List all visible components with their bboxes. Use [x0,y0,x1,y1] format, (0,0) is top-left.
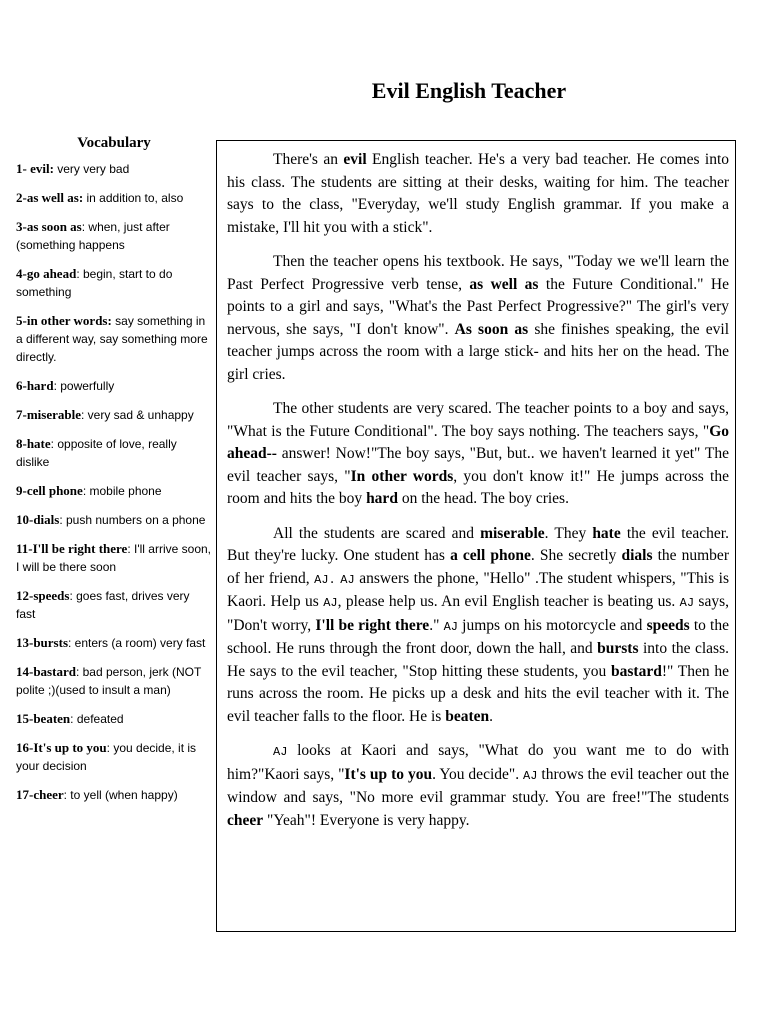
vocabulary-item [16,406,212,424]
vocabulary-term: 5-in other words: [16,313,112,328]
vocabulary-highlight: speeds [646,616,690,634]
vocabulary-term: 1- evil: [16,161,54,176]
vocabulary-highlight: It's up to you [344,765,433,783]
vocabulary-highlight: beaten [445,707,490,725]
vocabulary-highlight: hard [366,490,398,507]
vocabulary-highlight: cheer [227,811,264,829]
vocabulary-term: 10-dials [16,512,60,527]
vocabulary-highlight: bastard [611,662,662,680]
vocabulary-definition: : you decide, it is your decision [16,741,197,773]
vocabulary-highlight: In other words [350,467,454,485]
vocabulary-definition: : bad person, jerk (NOT polite ;)(used to insult a man) [16,665,202,697]
vocabulary-term: 3-as soon as [16,219,82,234]
character-name: AJ [340,572,355,587]
vocabulary-term: 12-speeds [16,588,70,603]
vocabulary-highlight: bursts [597,640,639,657]
vocabulary-definition: : defeated [70,712,124,726]
vocabulary-term: 8-hate [16,436,51,451]
character-name: AJ [523,768,538,783]
vocabulary-term: 6-hard [16,378,54,393]
vocabulary-item [16,377,212,395]
vocabulary-term: 4-go ahead [16,266,77,281]
vocabulary-item [16,739,212,775]
story-paragraph-2: Then the teacher opens his textbook. He says, "Today we we'll learn the Past Perfect Progressive verb tense, as well as the Future Conditional." He points to a girl and says, "What's the Past Perfect Progressive?" The girl's very nervous, she says, "I don't know". As soon as she finishes speaking, the evil teacher jumps across the room with a large stick- and hits her on the head. The girl cries. [227,253,730,383]
vocabulary-term: 7-miserable [16,407,81,422]
vocabulary-list [16,160,212,804]
vocabulary-item [16,710,212,728]
vocabulary-item [16,265,212,301]
page-title: Evil English Teacher [371,78,567,103]
vocabulary-term: 17-cheer [16,787,64,802]
story-paragraph-3: The other students are very scared. The teacher points to a boy and says, "What is the Future Conditional". The boy says nothing. The teachers says, "Go ahead-- answer! Now!"The boy says, "But, but.. we haven't learned it yet" The evil teacher says, "In other words, you don't know it!" He jumps across the room and hits the boy hard on the head. The boy cries. [227,400,729,507]
vocabulary-highlight: dials [621,547,653,564]
vocabulary-definition: : opposite of love, really dislike [16,437,177,469]
vocabulary-definition: say something in a different way, say something more directly. [16,314,208,364]
vocabulary-highlight: Go ahead-- [227,422,729,462]
vocabulary-item [16,540,212,576]
vocabulary-highlight: miserable [480,524,545,542]
vocabulary-definition: : goes fast, drives very fast [16,589,190,621]
vocabulary-item [16,312,212,366]
vocabulary-highlight: As soon as [454,320,529,338]
character-name: AJ [443,619,458,634]
vocabulary-term: 16-It's up to you [16,740,107,755]
story-box [216,140,736,932]
vocabulary-item [16,587,212,623]
character-name: AJ [679,596,695,610]
character-name: AJ [323,596,338,610]
vocabulary-highlight: hate [592,524,621,542]
vocabulary-heading: Vocabulary [77,135,151,151]
vocabulary-item [16,663,212,699]
story-paragraph-4: All the students are scared and miserable. They hate the evil teacher. But they're lucky. One student has a cell phone. She secretly dials the number of her friend, AJ. AJ answers the phone, "Hello" .The student whispers, "This is Kaori. Help us AJ, please help us. An evil English teacher is beating us. AJ says, "Don't worry, I'll be right there." AJ jumps on his motorcycle and speeds to the school. He runs through the front door, down the hall, and bursts into the class. He says to the evil teacher, "Stop hitting these students, you bastard!" Then he runs across the room. He picks up a desk and hits the evil teacher with it. The evil teacher falls to the floor. He is beaten. [227,524,729,725]
vocabulary-definition: : to yell (when happy) [63,788,178,802]
vocabulary-highlight: I'll be right there [315,616,430,634]
character-name: AJ [273,745,288,759]
vocabulary-definition: in addition to, also [83,191,184,205]
vocabulary-item [16,189,212,207]
vocabulary-definition: : begin, start to do something [16,267,173,299]
vocabulary-item [16,218,212,254]
vocabulary-item [16,634,212,652]
story-paragraph-1: There's an evil English teacher. He's a very bad teacher. He comes into his class. The students are sitting at their desks, waiting for him. The teacher says to the class, "Everyday, we'll study English grammar. If you make a mistake, I'll hit you with a stick". [227,151,730,236]
vocabulary-item [16,482,212,500]
vocabulary-definition: : very sad & unhappy [80,408,194,422]
vocabulary-definition: very very bad [53,162,130,176]
vocabulary-item [16,435,212,471]
vocabulary-definition: : powerfully [53,379,115,393]
vocabulary-term: 11-I'll be right there [16,541,128,556]
vocabulary-item [16,511,212,529]
vocabulary-definition: : push numbers on a phone [59,513,206,527]
vocabulary-item [16,160,212,178]
vocabulary-definition: : I'll arrive soon, I will be there soon [16,542,211,574]
vocabulary-term: 2-as well as: [16,190,84,205]
story-paragraph-5: AJ looks at Kaori and says, "What do you want me to do with him?"Kaori says, "It's up to you. You decide". AJ throws the evil teacher out the window and says, "No more evil grammar study. You are free!"The students cheer "Yeah"! Everyone is very happy. [227,742,730,829]
vocabulary-definition: : when, just after (something happens [16,220,170,252]
vocabulary-highlight: a cell phone [450,547,531,564]
vocabulary-term: 13-bursts [16,635,69,650]
vocabulary-term: 9-cell phone [16,483,83,498]
vocabulary-item [16,786,212,804]
vocabulary-definition: : mobile phone [82,484,162,498]
vocabulary-term: 15-beaten [16,711,71,726]
vocabulary-definition: : enters (a room) very fast [68,636,206,650]
vocabulary-highlight: as well as [469,275,539,293]
vocabulary-term: 14-bastard [16,664,76,679]
character-name: AJ. [314,572,336,587]
vocabulary-highlight: evil [343,151,367,168]
vocabulary-sidebar [16,134,212,815]
